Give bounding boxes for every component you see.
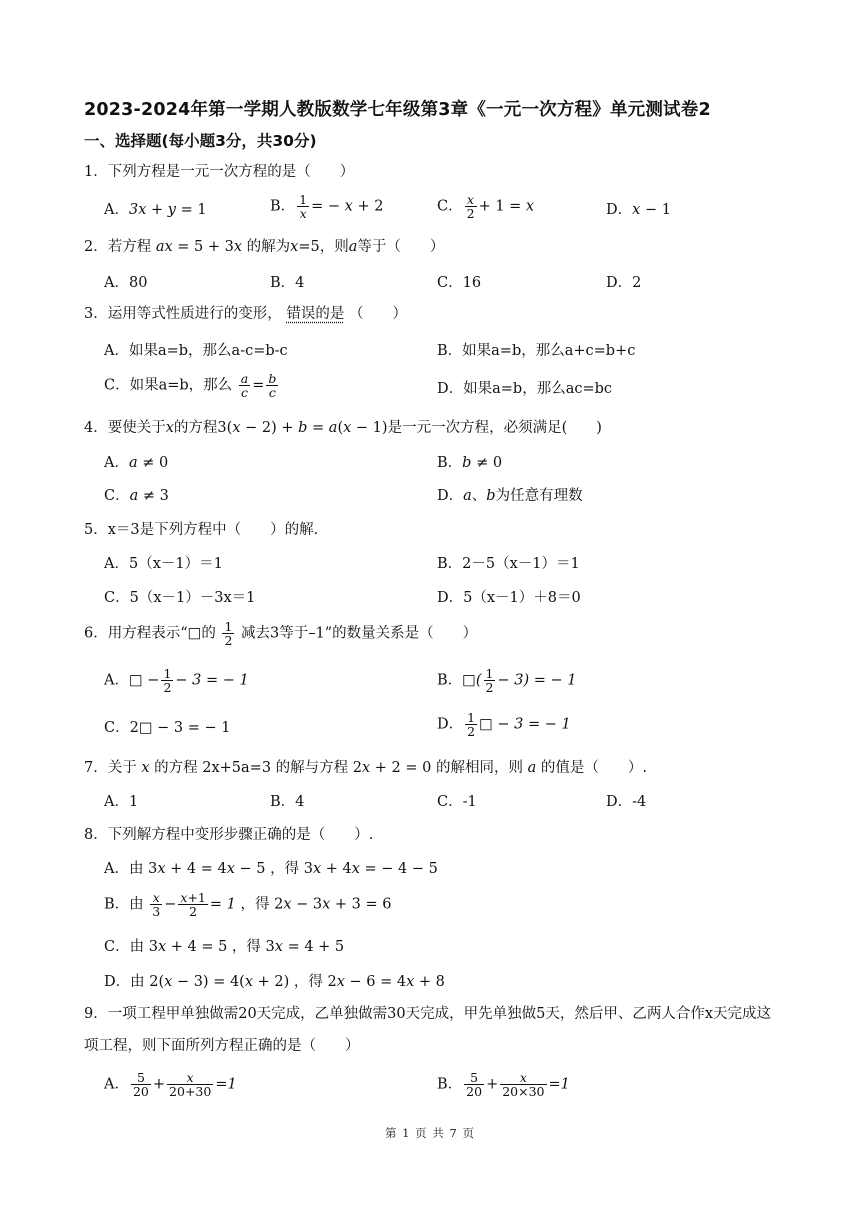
emphasis-wrong: 错误的是 [286,306,345,322]
question-1-option-c: C． $\frac{x}{2}$ + 1 = x [437,192,535,222]
question-1-stem: 1．下列方程是一元一次方程的是（ ） [84,164,355,180]
question-3-option-d: D．如果a=b，那么ac=bc [437,381,613,397]
question-8-option-a: A．由 3x + 4 = 4x − 5 ，得 3x + 4x = − 4 − 5 [104,861,438,877]
question-1-option-a: A．3x + y = 1 [104,202,207,218]
question-1-option-d: D．x − 1 [606,202,671,218]
question-2-option-d: D．2 [606,275,642,291]
question-3-stem: 3．运用等式性质进行的变形， 错误的是 （ ） [84,306,407,322]
question-3-option-a: A．如果a=b，那么a-c=b-c [104,343,288,359]
question-6-option-a: A．□ − $\frac{1}{2}$ − 3 = − 1 [104,666,249,696]
question-7-option-b: B．4 [270,794,305,810]
question-4-option-a: A．a ≠ 0 [104,455,169,471]
question-2-option-a: A．80 [104,275,148,291]
question-4-option-b: B．b ≠ 0 [437,455,503,471]
question-8-stem: 8．下列解方程中变形步骤正确的是（ ）. [84,827,374,843]
question-4-option-c: C．a ≠ 3 [104,488,169,504]
question-2-stem: 2．若方程 ax = 5 + 3x 的解为x=5，则a等于（ ） [84,239,445,255]
question-7-option-d: D．-4 [606,794,647,810]
question-6-option-b: B．□( $\frac{1}{2}$ − 3) = − 1 [437,666,577,696]
question-8-option-b: B．由 $\frac{x}{3}$ − $\frac{x+1}{2}$ = 1 ，得 2x − 3x + 3 = 6 [104,890,392,920]
question-6-stem: 6．用方程表示“□的 $\frac{1}{2}$ 减去3等于–1”的数量关系是（ ） [84,619,478,649]
question-8-option-d: D．由 2(x − 3) = 4(x + 2) ，得 2x − 6 = 4x + 8 [104,974,445,990]
question-7-option-a: A．1 [104,794,139,810]
question-3-option-c: C．如果a=b，那么 $\frac{a}{c}$ = $\frac{b}{c}$ [104,371,277,401]
question-6-option-d: D． $\frac{1}{2}$ □ − 3 = − 1 [437,710,571,740]
page-footer: 第 1 页 共 7 页 [385,1126,475,1140]
question-5-option-d: D．5（x－1）＋8＝0 [437,590,581,606]
question-2-option-c: C．16 [437,275,482,291]
question-5-option-b: B．2－5（x－1）＝1 [437,556,580,572]
section-heading: 一、选择题(每小题3分，共30分) [84,132,317,150]
question-5-option-c: C．5（x－1）－3x＝1 [104,590,256,606]
question-9-option-a: A． $\frac{5}{20}$ + $\frac{x}{20+30}$ =1 [104,1070,237,1100]
question-2-option-b: B．4 [270,275,305,291]
question-5-option-a: A．5（x－1）＝1 [104,556,223,572]
question-4-option-d: D．a、b为任意有理数 [437,488,583,504]
question-1-option-b: B． $\frac{1}{x}$ = − x + 2 [270,192,384,222]
question-3-option-b: B．如果a=b，那么a+c=b+c [437,343,636,359]
question-9-option-b: B． $\frac{5}{20}$ + $\frac{x}{20\times 30}$ =1 [437,1070,570,1100]
document-title: 2023-2024年第一学期人教版数学七年级第3章《一元一次方程》单元测试卷2 [84,100,711,120]
question-7-option-c: C．-1 [437,794,477,810]
question-5-stem: 5．x＝3是下列方程中（ ）的解. [84,522,319,538]
question-6-option-c: C．2□ − 3 = − 1 [104,720,231,736]
question-7-stem: 7．关于 x 的方程 2x+5a=3 的解与方程 2x + 2 = 0 的解相同，则 a 的值是（ ）. [84,760,647,776]
question-8-option-c: C．由 3x + 4 = 5 ，得 3x = 4 + 5 [104,939,345,955]
question-9-stem: 9．一项工程甲单独做需20天完成，乙单独做需30天完成，甲先单独做5天，然后甲、乙两人合作x天完成这项工程，则下面所列方程正确的是（ ） [84,1006,772,1054]
question-4-stem: 4．要使关于x的方程3(x − 2) + b = a(x − 1)是一元一次方程，必须满足( ) [84,420,602,436]
